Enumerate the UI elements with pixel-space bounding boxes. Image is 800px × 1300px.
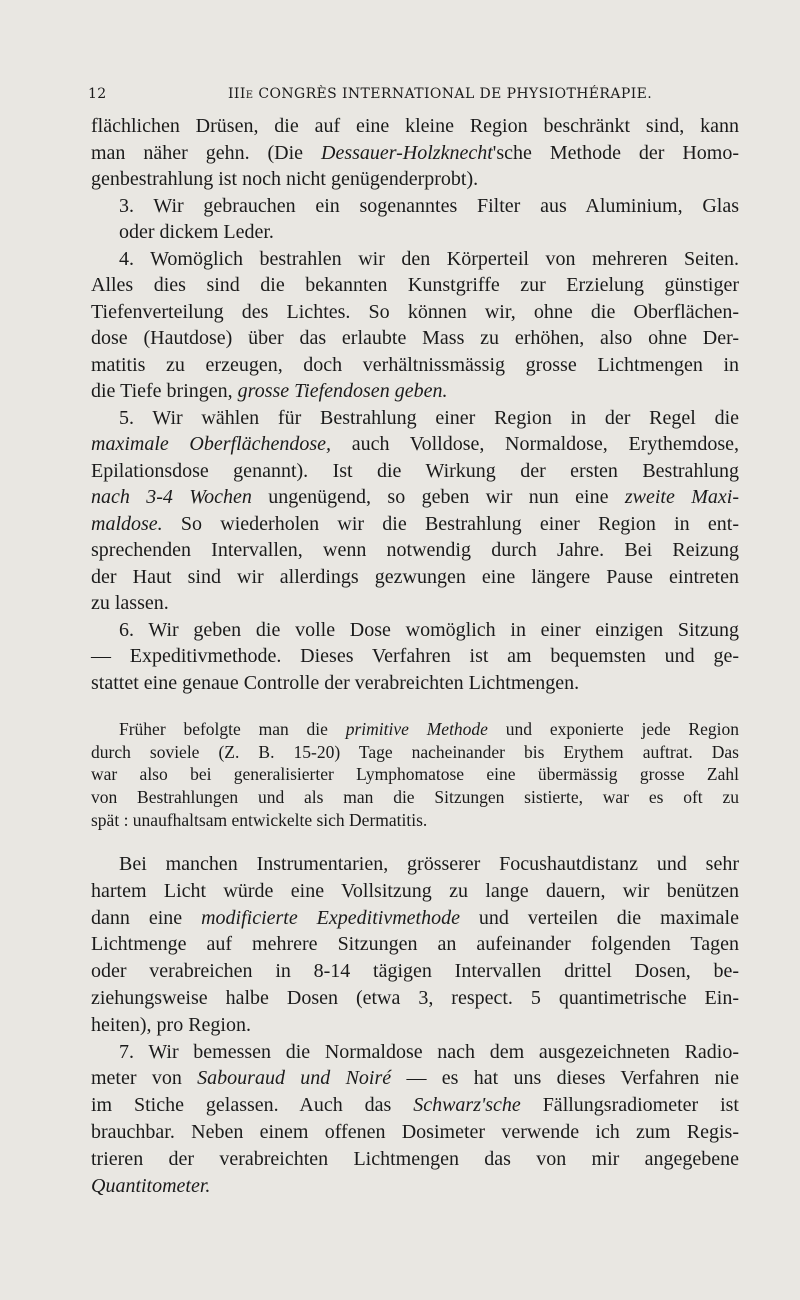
item-4 xyxy=(91,246,739,405)
text-line: durch soviele (Z. B. 15-20) Tage nacheinander bis Erythem auftrat. Das xyxy=(91,741,739,762)
text-line: die Tiefe bringen, grosse Tiefendosen geben. xyxy=(91,380,448,402)
text-line: Tiefenverteilung des Lichtes. So können wir, ohne die Oberflächen- xyxy=(91,300,739,323)
page-header xyxy=(88,86,748,112)
text-line: oder dickem Leder. xyxy=(119,221,274,243)
text-line: stattet eine genaue Controlle der verabreichten Lichtmengen. xyxy=(91,671,580,694)
item-3 xyxy=(91,193,739,246)
text-line: meter von Sabouraud und Noiré — es hat uns dieses Verfahren nie xyxy=(91,1067,739,1090)
main-text-lower xyxy=(91,851,739,1199)
text-line: Epilationsdose genannt). Ist die Wirkung der ersten Bestrahlung xyxy=(91,459,739,482)
text-line: nach 3-4 Wochen ungenügend, so geben wir nun eine zweite Maxi- xyxy=(91,486,739,508)
item-6 xyxy=(91,617,739,697)
text-line: sprechenden Intervallen, wenn notwendig durch Jahre. Bei Reizung xyxy=(91,539,739,561)
item-7 xyxy=(91,1039,739,1200)
text-line: Bei manchen Instrumentarien, grösserer Focushautdistanz und sehr xyxy=(119,853,739,875)
text-line: 6. Wir geben die volle Dose womöglich in einer einzigen Sitzung xyxy=(119,618,739,641)
running-title: IIIe CONGRÈS INTERNATIONAL DE PHYSIOTHÉRAPIE. xyxy=(228,86,653,102)
text-line: hartem Licht würde eine Vollsitzung zu lange dauern, wir benützen xyxy=(91,879,739,902)
text-line: von Bestrahlungen und als man die Sitzungen sistierte, war es oft zu xyxy=(91,787,739,808)
paragraph-continuation xyxy=(91,113,739,193)
note-small-print xyxy=(91,718,739,832)
text-line: im Stiche gelassen. Auch das Schwarz'sche Fällungsradiometer ist xyxy=(91,1094,739,1117)
text-line: 3. Wir gebrauchen ein sogenanntes Filter aus Aluminium, Glas xyxy=(119,194,739,217)
text-line: der Haut sind wir allerdings gezwungen eine längere Pause eintreten xyxy=(91,565,739,588)
text-line: 4. Womöglich bestrahlen wir den Körperteil von mehreren Seiten. xyxy=(119,247,739,270)
text-line: maldose. So wiederholen wir die Bestrahlung einer Region in ent- xyxy=(91,512,739,535)
item-5 xyxy=(91,405,739,617)
text-line: genbestrahlung ist noch nicht genügenderprobt). xyxy=(91,168,479,190)
text-line: heiten), pro Region. xyxy=(91,1013,251,1036)
main-text-upper xyxy=(91,113,739,696)
text-line: matitis zu erzeugen, doch verhältnissmässig grosse Lichtmengen in xyxy=(91,353,739,376)
text-line: oder verabreichen in 8-14 tägigen Intervallen drittel Dosen, be- xyxy=(91,960,739,983)
text-line: spät : unaufhaltsam entwickelte sich Dermatitis. xyxy=(91,809,428,830)
text-line: man näher gehn. (Die Dessauer-Holzknecht'sche Methode der Homo- xyxy=(91,141,740,164)
text-line: Quantitometer. xyxy=(91,1174,211,1197)
text-line: 7. Wir bemessen die Normaldose nach dem ausgezeichneten Radio- xyxy=(119,1040,739,1063)
text-line: flächlichen Drüsen, die auf eine kleine Region beschränkt sind, kann xyxy=(91,115,739,137)
paragraph-instruments xyxy=(91,851,739,1039)
text-line: trieren der verabreichten Lichtmengen das von mir angegebene xyxy=(91,1147,739,1170)
text-line: ziehungsweise halbe Dosen (etwa 3, respect. 5 quantimetrische Ein- xyxy=(91,986,739,1009)
text-line: dann eine modificierte Expeditivmethode und verteilen die maximale xyxy=(91,906,739,929)
text-line: zu lassen. xyxy=(91,592,169,614)
text-line: 5. Wir wählen für Bestrahlung einer Region in der Regel die xyxy=(119,406,739,429)
text-line: Früher befolgte man die primitive Methode und exponierte jede Region xyxy=(119,719,739,739)
text-line: brauchbar. Neben einem offenen Dosimeter verwende ich zum Regis- xyxy=(91,1120,739,1143)
text-line: dose (Hautdose) über das erlaubte Mass zu erhöhen, also ohne Der- xyxy=(91,327,739,349)
text-line: — Expeditivmethode. Dieses Verfahren ist am bequemsten und ge- xyxy=(91,645,739,667)
text-line: maximale Oberflächendose, auch Volldose, Normaldose, Erythemdose, xyxy=(91,433,739,455)
text-line: Alles dies sind die bekannten Kunstgriffe zur Erzielung günstiger xyxy=(91,274,739,296)
text-line: war also bei generalisierter Lymphomatose eine übermässig grosse Zahl xyxy=(91,764,739,785)
page-number: 12 xyxy=(88,86,107,102)
text-line: Lichtmenge auf mehrere Sitzungen an aufeinander folgenden Tagen xyxy=(91,933,739,956)
